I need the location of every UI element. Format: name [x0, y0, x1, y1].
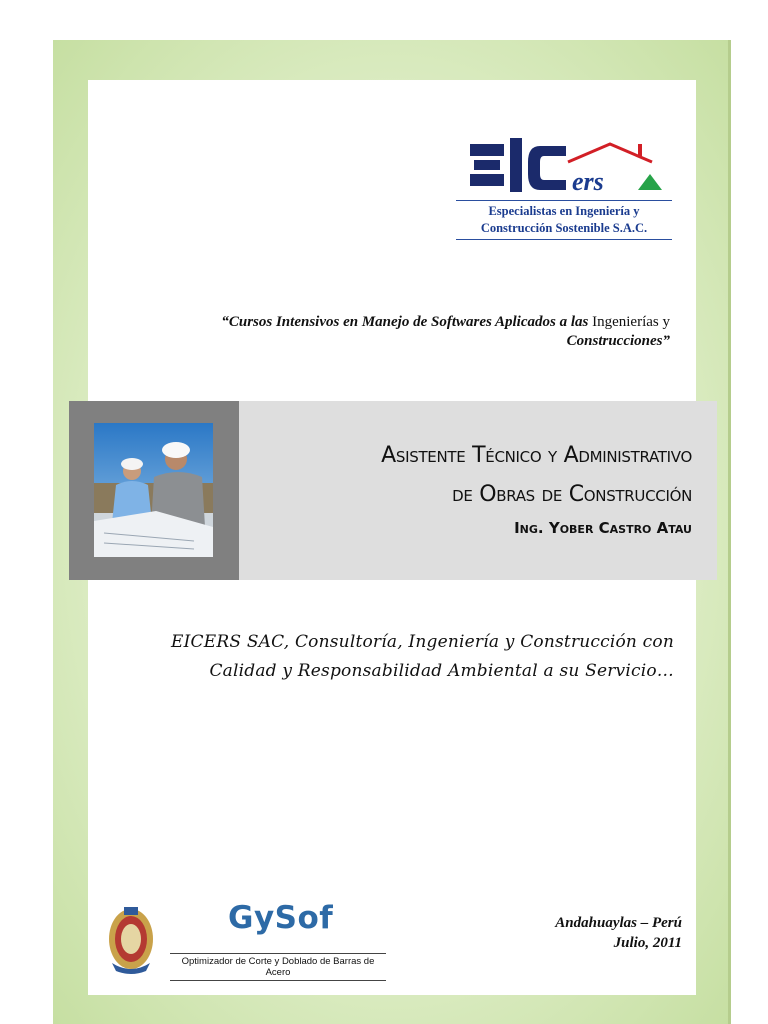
- gysof-logo: [170, 898, 390, 976]
- quote-part1: “Cursos Intensivos en Manejo de Softwares Aplicados a las: [221, 314, 593, 330]
- date: Julio, 2011: [613, 935, 682, 951]
- slogan-line1: EICERS SAC, Consultoría, Ingeniería y Construcción con: [171, 632, 674, 652]
- company-slogan: [150, 628, 674, 686]
- quote-part3: Construcciones”: [566, 333, 670, 349]
- logo-tagline-line1: Especialistas en Ingeniería y: [488, 204, 640, 218]
- gysof-name: GySof: [228, 900, 334, 936]
- logo-tagline-line2: Construcción Sostenible S.A.C.: [480, 221, 648, 235]
- logo-tagline: [456, 200, 672, 240]
- document-title-line2: de Obras de Construcción: [452, 482, 692, 507]
- quote-part2: Ingenierías y: [592, 314, 670, 330]
- logo-brand-word: ers: [572, 167, 604, 196]
- eicers-logo-mark: [470, 132, 670, 204]
- place-and-date: [555, 913, 682, 953]
- document-author: Ing. Yober Castro Atau: [514, 519, 692, 537]
- engineers-photo: [94, 423, 213, 557]
- eicers-logo: [452, 122, 676, 240]
- gysof-tagline: Optimizador de Corte y Doblado de Barras de Acero: [170, 953, 386, 981]
- slogan-line2: Calidad y Responsabilidad Ambiental a su Servicio…: [209, 661, 674, 681]
- university-seal-icon: [106, 905, 156, 975]
- document-title-line1: Asistente Técnico y Administrativo: [381, 443, 692, 468]
- course-quote: [118, 313, 670, 351]
- place: Andahuaylas – Perú: [555, 915, 682, 931]
- page-border-edge: [728, 40, 731, 1024]
